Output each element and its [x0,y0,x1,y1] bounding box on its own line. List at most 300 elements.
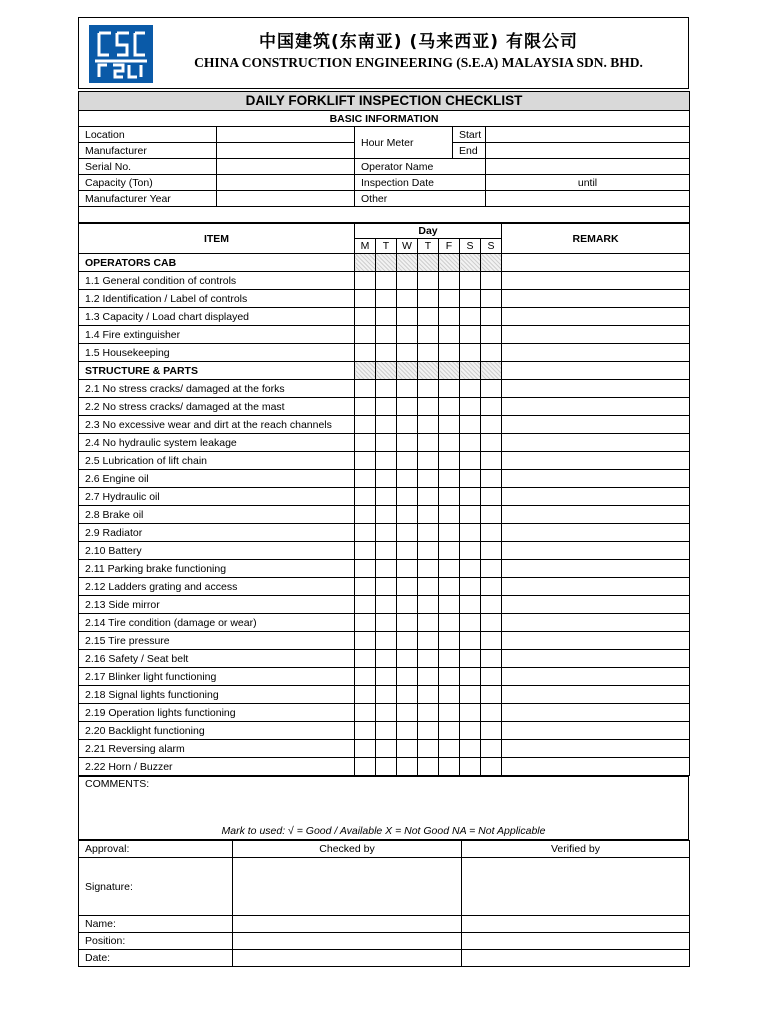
day-check-cell[interactable] [397,488,418,506]
checked-by-name-field[interactable] [233,916,462,933]
checklist-row [79,308,690,326]
checklist-row [79,686,690,704]
day-check-cell[interactable] [481,272,502,290]
day-check-cell[interactable] [418,326,439,344]
day-check-cell[interactable] [397,650,418,668]
checklist-item-label: 2.6 Engine oil [79,470,355,488]
day-check-cell[interactable] [460,344,481,362]
day-check-cell[interactable] [418,380,439,398]
day-check-cell[interactable] [418,578,439,596]
day-check-cell[interactable] [355,542,376,560]
day-check-cell[interactable] [376,290,397,308]
day-check-cell[interactable] [355,326,376,344]
day-check-cell[interactable] [397,416,418,434]
day-check-cell[interactable] [418,344,439,362]
checklist-item-label: 2.14 Tire condition (damage or wear) [79,614,355,632]
hour-meter-label: Hour Meter [355,127,453,159]
day-check-cell[interactable] [481,506,502,524]
checklist-item-label: 1.4 Fire extinguisher [79,326,355,344]
day-label: S [481,239,502,254]
section-operators-cab [79,254,690,362]
day-check-cell[interactable] [376,668,397,686]
day-check-cell[interactable] [439,704,460,722]
remark-field[interactable] [502,686,690,704]
day-check-cell[interactable] [460,560,481,578]
day-check-cell[interactable] [481,488,502,506]
checklist-row [79,740,690,758]
operator-field[interactable] [486,159,690,175]
remark-field[interactable] [502,272,690,290]
remark-field[interactable] [502,740,690,758]
remark-field[interactable] [502,758,690,776]
day-check-cell[interactable] [397,524,418,542]
day-check-cell[interactable] [460,614,481,632]
date-label: Date: [79,950,233,967]
day-check-cell[interactable] [376,632,397,650]
day-check-cell[interactable] [355,416,376,434]
day-check-cell[interactable] [481,632,502,650]
checklist-item-label: 2.4 No hydraulic system leakage [79,434,355,452]
checklist-row [79,524,690,542]
position-label: Position: [79,933,233,950]
day-check-cell[interactable] [481,704,502,722]
day-check-cell[interactable] [439,452,460,470]
day-check-cell[interactable] [418,416,439,434]
day-check-cell[interactable] [481,758,502,776]
checklist-row [79,758,690,776]
day-label: W [397,239,418,254]
remark-field[interactable] [502,704,690,722]
remark-field[interactable] [502,308,690,326]
comments-box[interactable] [79,777,689,840]
remark-field[interactable] [502,596,690,614]
remark-cell [502,254,690,272]
day-check-cell[interactable] [460,290,481,308]
remark-field[interactable] [502,434,690,452]
day-check-cell[interactable] [355,452,376,470]
spacer-row [79,207,690,223]
day-check-cell[interactable] [397,290,418,308]
section-heading: STRUCTURE & PARTS [79,362,355,380]
day-check-cell[interactable] [460,326,481,344]
signature-label: Signature: [79,858,233,916]
day-label: F [439,239,460,254]
remark-field[interactable] [502,650,690,668]
shaded-cell [460,254,481,272]
day-check-cell[interactable] [460,398,481,416]
day-check-cell[interactable] [397,560,418,578]
remark-field[interactable] [502,560,690,578]
day-check-cell[interactable] [439,614,460,632]
day-check-cell[interactable] [355,524,376,542]
checklist-item-label: 2.5 Lubrication of lift chain [79,452,355,470]
day-check-cell[interactable] [376,722,397,740]
day-check-cell[interactable] [460,470,481,488]
day-check-cell[interactable] [460,578,481,596]
other-field[interactable] [486,191,690,207]
shaded-cell [355,254,376,272]
day-check-cell[interactable] [355,650,376,668]
day-check-cell[interactable] [439,722,460,740]
shaded-cell [418,254,439,272]
day-check-cell[interactable] [397,686,418,704]
day-check-cell[interactable] [460,722,481,740]
day-check-cell[interactable] [397,506,418,524]
day-check-cell[interactable] [376,578,397,596]
day-check-cell[interactable] [460,740,481,758]
checklist-row [79,704,690,722]
day-check-cell[interactable] [355,398,376,416]
remark-field[interactable] [502,488,690,506]
checked-by-signature-field[interactable] [233,858,462,916]
day-check-cell[interactable] [376,272,397,290]
day-check-cell[interactable] [355,668,376,686]
day-check-cell[interactable] [355,722,376,740]
day-check-cell[interactable] [355,704,376,722]
day-check-cell[interactable] [418,452,439,470]
day-check-cell[interactable] [397,380,418,398]
shaded-cell [376,254,397,272]
day-check-cell[interactable] [376,470,397,488]
day-check-cell[interactable] [397,704,418,722]
day-check-cell[interactable] [481,722,502,740]
day-check-cell[interactable] [397,308,418,326]
day-check-cell[interactable] [376,596,397,614]
day-check-cell[interactable] [460,524,481,542]
day-check-cell[interactable] [355,380,376,398]
other-label: Other [355,191,486,207]
day-check-cell[interactable] [460,272,481,290]
day-check-cell[interactable] [460,488,481,506]
location-field[interactable] [217,127,355,143]
verified-by-position-field[interactable] [462,933,690,950]
day-check-cell[interactable] [355,434,376,452]
day-check-cell[interactable] [460,308,481,326]
remark-field[interactable] [502,290,690,308]
year-label: Manufacturer Year [79,191,217,207]
day-check-cell[interactable] [376,560,397,578]
checklist-item-label: 2.19 Operation lights functioning [79,704,355,722]
shaded-cell [376,362,397,380]
day-check-cell[interactable] [460,758,481,776]
checklist-row [79,290,690,308]
remark-cell [502,362,690,380]
day-check-cell[interactable] [355,614,376,632]
day-check-cell[interactable] [397,578,418,596]
day-check-cell[interactable] [460,542,481,560]
day-check-cell[interactable] [418,308,439,326]
day-check-cell[interactable] [418,398,439,416]
page-title: DAILY FORKLIFT INSPECTION CHECKLIST [79,92,690,111]
checklist-item-label: 2.22 Horn / Buzzer [79,758,355,776]
day-check-cell[interactable] [376,704,397,722]
verified-by-header: Verified by [462,841,690,858]
day-check-cell[interactable] [397,596,418,614]
remark-field[interactable] [502,524,690,542]
checked-by-date-field[interactable] [233,950,462,967]
checklist-table [78,223,690,776]
day-check-cell[interactable] [355,632,376,650]
day-check-cell[interactable] [439,488,460,506]
day-check-cell[interactable] [376,740,397,758]
checklist-item-label: 2.9 Radiator [79,524,355,542]
day-check-cell[interactable] [355,686,376,704]
shaded-cell [397,362,418,380]
checklist-item-label: 2.21 Reversing alarm [79,740,355,758]
day-check-cell[interactable] [397,614,418,632]
remark-field[interactable] [502,416,690,434]
day-check-cell[interactable] [418,290,439,308]
day-check-cell[interactable] [439,560,460,578]
day-check-cell[interactable] [481,686,502,704]
day-check-cell[interactable] [418,758,439,776]
verified-by-signature-field[interactable] [462,858,690,916]
day-check-cell[interactable] [355,740,376,758]
day-check-cell[interactable] [355,578,376,596]
checklist-item-label: 2.18 Signal lights functioning [79,686,355,704]
day-check-cell[interactable] [355,344,376,362]
checklist-item-label: 2.10 Battery [79,542,355,560]
day-check-cell[interactable] [418,722,439,740]
day-check-cell[interactable] [439,632,460,650]
day-check-cell[interactable] [376,452,397,470]
checklist-item-label: 2.8 Brake oil [79,506,355,524]
checklist-item-label: 2.17 Blinker light functioning [79,668,355,686]
remark-field[interactable] [502,542,690,560]
day-check-cell[interactable] [481,740,502,758]
day-check-cell[interactable] [376,398,397,416]
day-label: T [418,239,439,254]
day-check-cell[interactable] [481,290,502,308]
day-label: M [355,239,376,254]
day-check-cell[interactable] [376,686,397,704]
day-check-cell[interactable] [376,434,397,452]
day-check-cell[interactable] [439,740,460,758]
day-check-cell[interactable] [439,326,460,344]
day-check-cell[interactable] [418,704,439,722]
day-check-cell[interactable] [439,758,460,776]
verified-by-date-field[interactable] [462,950,690,967]
day-check-cell[interactable] [418,668,439,686]
day-check-cell[interactable] [355,308,376,326]
day-check-cell[interactable] [439,470,460,488]
day-check-cell[interactable] [439,380,460,398]
day-check-cell[interactable] [460,380,481,398]
checklist-page [78,17,689,967]
day-check-cell[interactable] [481,398,502,416]
checklist-row [79,416,690,434]
day-check-cell[interactable] [397,326,418,344]
day-check-cell[interactable] [439,308,460,326]
day-check-cell[interactable] [418,434,439,452]
day-check-cell[interactable] [481,542,502,560]
remark-field[interactable] [502,380,690,398]
day-check-cell[interactable] [439,596,460,614]
day-check-cell[interactable] [481,380,502,398]
day-check-cell[interactable] [376,614,397,632]
day-check-cell[interactable] [397,398,418,416]
day-check-cell[interactable] [376,506,397,524]
day-check-cell[interactable] [376,308,397,326]
day-check-cell[interactable] [418,272,439,290]
manufacturer-label: Manufacturer [79,143,217,159]
day-check-cell[interactable] [439,506,460,524]
remark-field[interactable] [502,722,690,740]
day-check-cell[interactable] [439,578,460,596]
checklist-row [79,452,690,470]
remark-field[interactable] [502,614,690,632]
day-check-cell[interactable] [439,686,460,704]
day-check-cell[interactable] [439,434,460,452]
day-check-cell[interactable] [376,380,397,398]
day-check-cell[interactable] [355,506,376,524]
day-check-cell[interactable] [397,668,418,686]
day-check-cell[interactable] [481,560,502,578]
remark-field[interactable] [502,326,690,344]
day-check-cell[interactable] [355,290,376,308]
hour-meter-end-field[interactable] [486,143,690,159]
inspection-date-field[interactable] [486,175,690,191]
remark-field[interactable] [502,632,690,650]
remark-field[interactable] [502,452,690,470]
checklist-item-label: 2.3 No excessive wear and dirt at the reach channels [79,416,355,434]
day-check-cell[interactable] [481,578,502,596]
day-check-cell[interactable] [481,326,502,344]
manufacturer-field[interactable] [217,143,355,159]
day-check-cell[interactable] [481,650,502,668]
year-field[interactable] [217,191,355,207]
day-check-cell[interactable] [481,614,502,632]
remark-field[interactable] [502,470,690,488]
day-check-cell[interactable] [355,560,376,578]
day-check-cell[interactable] [481,434,502,452]
day-check-cell[interactable] [397,542,418,560]
day-check-cell[interactable] [376,344,397,362]
day-check-cell[interactable] [481,452,502,470]
capacity-field[interactable] [217,175,355,191]
serial-field[interactable] [217,159,355,175]
day-check-cell[interactable] [376,542,397,560]
day-check-cell[interactable] [439,344,460,362]
day-check-cell[interactable] [376,488,397,506]
day-check-cell[interactable] [397,452,418,470]
day-check-cell[interactable] [418,740,439,758]
day-check-cell[interactable] [397,758,418,776]
verified-by-name-field[interactable] [462,916,690,933]
remark-field[interactable] [502,578,690,596]
until-label: until [577,176,598,189]
day-check-cell[interactable] [439,542,460,560]
remark-field[interactable] [502,506,690,524]
day-check-cell[interactable] [460,452,481,470]
day-check-cell[interactable] [418,650,439,668]
remark-field[interactable] [502,398,690,416]
day-check-cell[interactable] [418,614,439,632]
day-check-cell[interactable] [355,488,376,506]
day-check-cell[interactable] [418,506,439,524]
day-check-cell[interactable] [481,344,502,362]
checked-by-position-field[interactable] [233,933,462,950]
day-check-cell[interactable] [418,560,439,578]
day-check-cell[interactable] [397,632,418,650]
day-check-cell[interactable] [439,416,460,434]
shaded-cell [439,254,460,272]
day-check-cell[interactable] [460,506,481,524]
remark-field[interactable] [502,344,690,362]
day-check-cell[interactable] [460,650,481,668]
day-check-cell[interactable] [439,398,460,416]
end-label: End [453,143,486,159]
day-check-cell[interactable] [418,632,439,650]
day-check-cell[interactable] [481,470,502,488]
day-check-cell[interactable] [418,488,439,506]
day-check-cell[interactable] [418,470,439,488]
day-check-cell[interactable] [397,470,418,488]
day-check-cell[interactable] [439,668,460,686]
day-check-cell[interactable] [418,524,439,542]
checklist-row [79,578,690,596]
inspection-date-label: Inspection Date [355,175,486,191]
day-check-cell[interactable] [481,596,502,614]
day-check-cell[interactable] [460,596,481,614]
day-check-cell[interactable] [460,704,481,722]
day-check-cell[interactable] [460,416,481,434]
day-check-cell[interactable] [355,758,376,776]
hour-meter-start-field[interactable] [486,127,690,143]
day-check-cell[interactable] [376,524,397,542]
checklist-item-label: 2.1 No stress cracks/ damaged at the forks [79,380,355,398]
capacity-label: Capacity (Ton) [79,175,217,191]
day-check-cell[interactable] [460,686,481,704]
day-check-cell[interactable] [439,650,460,668]
day-check-cell[interactable] [460,668,481,686]
day-check-cell[interactable] [376,416,397,434]
day-check-cell[interactable] [397,272,418,290]
serial-label: Serial No. [79,159,217,175]
checklist-row [79,668,690,686]
remark-field[interactable] [502,668,690,686]
checklist-row [79,434,690,452]
day-check-cell[interactable] [481,308,502,326]
day-check-cell[interactable] [439,272,460,290]
day-check-cell[interactable] [439,290,460,308]
checklist-item-label: 1.2 Identification / Label of controls [79,290,355,308]
shaded-cell [481,362,502,380]
day-check-cell[interactable] [481,416,502,434]
checklist-item-label: 2.11 Parking brake functioning [79,560,355,578]
start-label: Start [453,127,486,143]
day-check-cell[interactable] [439,524,460,542]
day-check-cell[interactable] [460,632,481,650]
day-check-cell[interactable] [397,434,418,452]
day-check-cell[interactable] [397,722,418,740]
day-check-cell[interactable] [418,596,439,614]
day-check-cell[interactable] [355,596,376,614]
day-check-cell[interactable] [481,668,502,686]
day-check-cell[interactable] [481,524,502,542]
day-check-cell[interactable] [418,542,439,560]
day-check-cell[interactable] [376,758,397,776]
day-check-cell[interactable] [355,470,376,488]
day-check-cell[interactable] [418,686,439,704]
day-check-cell[interactable] [376,650,397,668]
checklist-item-label: 2.20 Backlight functioning [79,722,355,740]
day-check-cell[interactable] [397,344,418,362]
day-check-cell[interactable] [397,740,418,758]
day-check-cell[interactable] [460,434,481,452]
day-check-cell[interactable] [355,272,376,290]
day-check-cell[interactable] [376,326,397,344]
